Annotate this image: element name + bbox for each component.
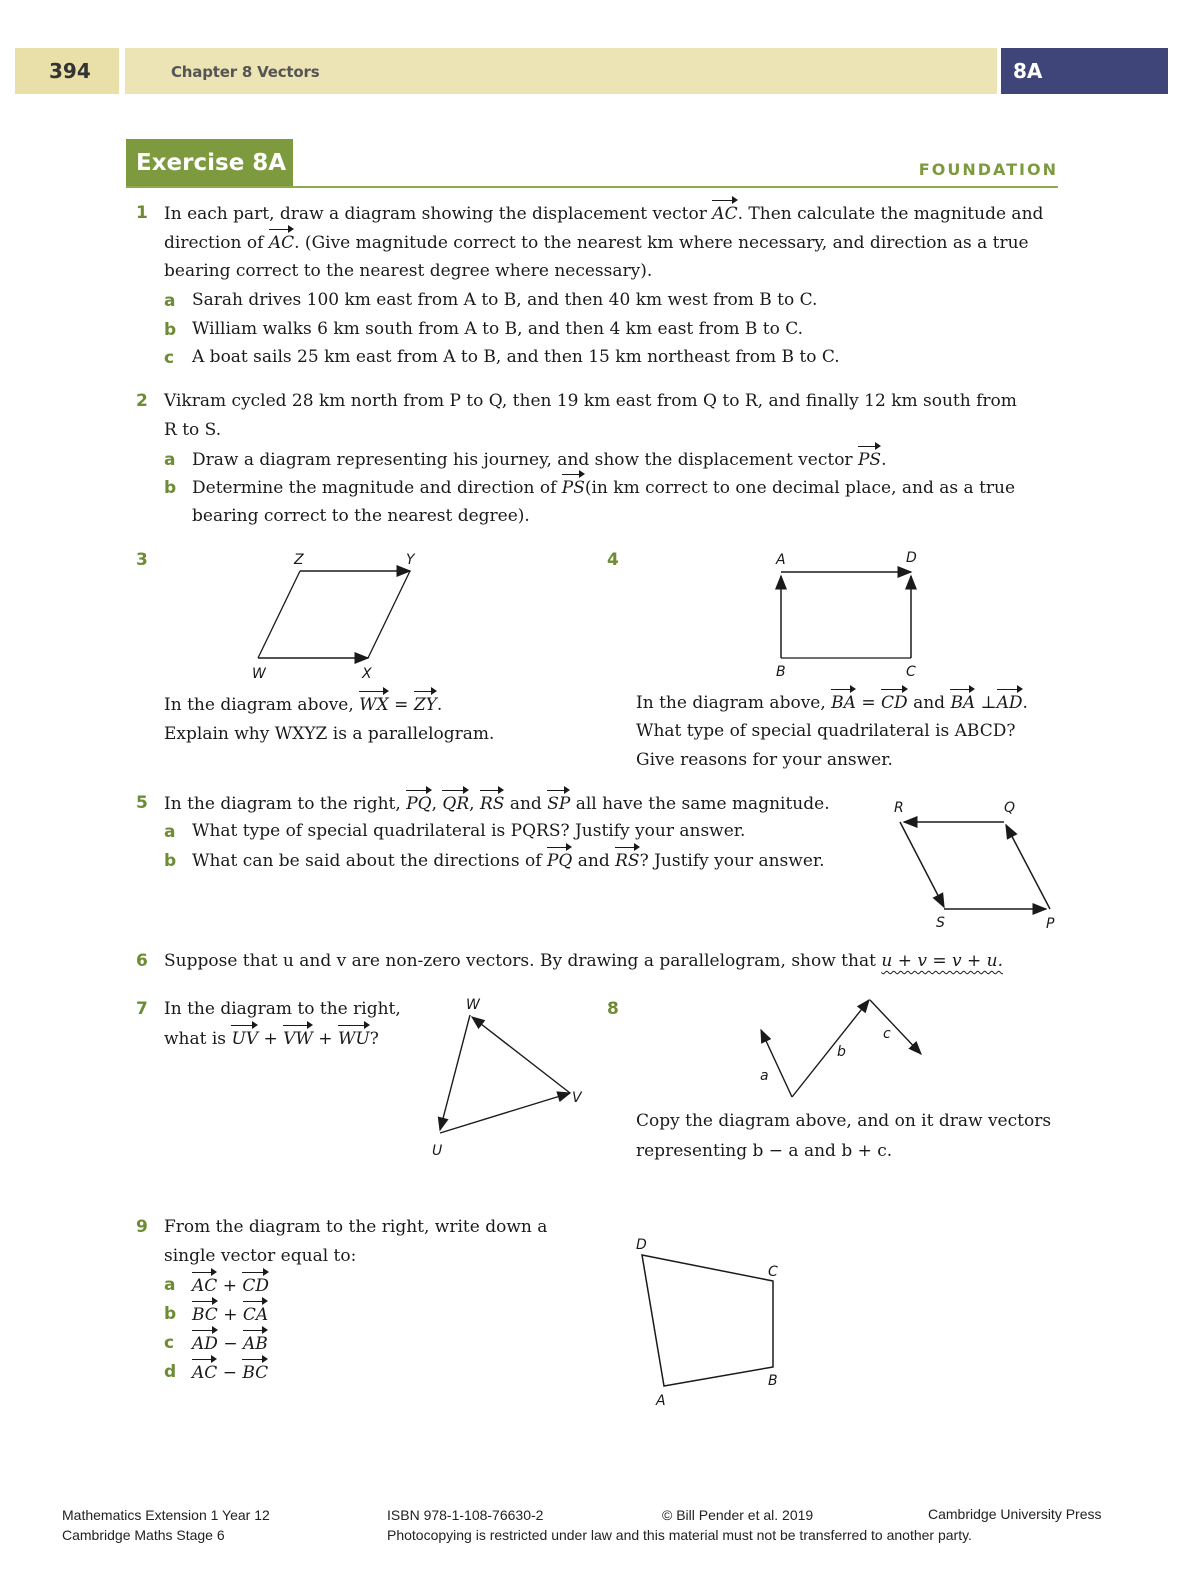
q5a-label: a (164, 822, 176, 842)
q4-line1: In the diagram above, BA = CD and BA ⊥AD. (636, 688, 1028, 718)
q5-line1: In the diagram to the right, PQ, QR, RS and SP all have the same magnitude. (164, 789, 830, 819)
q6-text: Suppose that u and v are non-zero vectors. By drawing a parallelogram, show that u + v = v + u. (164, 951, 1004, 971)
q9-label-a: A (656, 1393, 666, 1409)
q3-label-z: Z (294, 552, 304, 568)
q8-line2: representing b − a and b + c. (636, 1141, 893, 1161)
q2a-label: a (164, 450, 176, 470)
q5b-text: What can be said about the directions of PQ and RS? Justify your answer. (192, 846, 825, 876)
q6-number: 6 (136, 951, 148, 971)
q1-line1: In each part, draw a diagram showing the displacement vector AC. Then calculate the magnitude and (164, 199, 1043, 229)
q2a-text: Draw a diagram representing his journey, and show the displacement vector PS. (192, 445, 886, 475)
q8-label-a: a (760, 1068, 769, 1084)
section-label: 8A (1013, 59, 1043, 83)
footer-book: Mathematics Extension 1 Year 12 (62, 1507, 270, 1523)
q1c-label: c (164, 348, 175, 368)
q9-number: 9 (136, 1217, 148, 1237)
footer-notice: Photocopying is restricted under law and this material must not be transferred to another party. (387, 1527, 972, 1543)
q5-vector-rs (900, 822, 944, 907)
q2-line1: Vikram cycled 28 km north from P to Q, then 19 km east from Q to R, and finally 12 km south from (164, 391, 1017, 411)
q2-number: 2 (136, 391, 148, 411)
q4-label-a: A (776, 552, 786, 568)
q9-quadrilateral (642, 1255, 773, 1386)
footer-isbn: ISBN 978-1-108-76630-2 (387, 1507, 544, 1523)
q2b-label: b (164, 478, 177, 498)
section-tab (1001, 48, 1168, 94)
chapter-title: Chapter 8 Vectors (171, 63, 320, 81)
q9d-label: d (164, 1362, 177, 1382)
q9-quadrilateral-diagram (620, 1230, 800, 1410)
q5-label-p: P (1046, 916, 1055, 932)
q1-line2: direction of AC. (Give magnitude correct to the nearest km where necessary, and direction as a true (164, 228, 1029, 258)
q9d-expr: AC − BC (192, 1358, 268, 1388)
q3-parallelogram-diagram (240, 548, 440, 684)
q1a-text: Sarah drives 100 km east from A to B, and then 40 km west from B to C. (192, 290, 818, 310)
q4-label-d: D (906, 550, 917, 566)
q4-rectangle-diagram (760, 546, 930, 682)
q3-line1: In the diagram above, WX = ZY. (164, 690, 442, 720)
q1c-text: A boat sails 25 km east from A to B, and then 15 km northeast from B to C. (192, 347, 840, 367)
q5-number: 5 (136, 793, 148, 813)
q8-number: 8 (607, 999, 619, 1019)
q5b-label: b (164, 851, 177, 871)
q7-label-w: W (466, 997, 480, 1013)
q9c-expr: AD − AB (192, 1329, 268, 1359)
q4-label-c: C (906, 664, 916, 680)
q4-line3: Give reasons for your answer. (636, 750, 893, 770)
q5-label-q: Q (1004, 800, 1016, 816)
q9-label-b: B (768, 1373, 778, 1389)
q3-label-y: Y (406, 552, 415, 568)
q9c-label: c (164, 1333, 175, 1353)
q8-vector-a (761, 1030, 792, 1097)
q5-vector-pq (1006, 825, 1050, 909)
q9b-expr: BC + CA (192, 1300, 268, 1330)
q4-line2: What type of special quadrilateral is ABCD? (636, 721, 1016, 741)
q3-side-wz (258, 571, 300, 658)
q9a-expr: AC + CD (192, 1271, 269, 1301)
q9-line1: From the diagram to the right, write down a (164, 1217, 548, 1237)
exercise-title: Exercise 8A (136, 150, 287, 176)
page-number-tab (15, 48, 119, 94)
footer-copyright: © Bill Pender et al. 2019 (662, 1507, 814, 1523)
page-number: 394 (49, 59, 91, 83)
q8-vector-c (870, 1000, 921, 1054)
q3-label-x: X (362, 666, 372, 682)
q7-line1: In the diagram to the right, (164, 999, 401, 1019)
q5a-text: What type of special quadrilateral is PQRS? Justify your answer. (192, 821, 746, 841)
q8-label-b: b (837, 1044, 846, 1060)
q3-number: 3 (136, 550, 148, 570)
q5-label-r: R (894, 800, 904, 816)
q7-vector-uv (440, 1093, 570, 1133)
exercise-divider (126, 186, 1058, 188)
q8-line1: Copy the diagram above, and on it draw vectors (636, 1111, 1052, 1131)
q8-vector-b (792, 1000, 869, 1097)
q3-side-yx (368, 571, 410, 658)
q7-label-v: V (572, 1090, 582, 1106)
q9a-label: a (164, 1275, 176, 1295)
q7-vector-wu (440, 1015, 470, 1130)
q8-vectors-diagram (740, 990, 940, 1100)
chapter-tab (125, 48, 997, 94)
q1-line3: bearing correct to the nearest degree where necessary). (164, 261, 653, 281)
q7-triangle-diagram (420, 990, 600, 1160)
footer-publisher: Cambridge University Press (928, 1506, 1102, 1522)
q4-label-b: B (776, 664, 786, 680)
q7-label-u: U (432, 1143, 443, 1159)
q2b-text-cont: bearing correct to the nearest degree). (192, 506, 530, 526)
q1-number: 1 (136, 203, 148, 223)
q9-label-c: C (768, 1264, 778, 1280)
exercise-title-box (126, 139, 293, 187)
q1b-label: b (164, 320, 177, 340)
q9-line2: single vector equal to: (164, 1246, 357, 1266)
q5-rhombus-diagram (884, 794, 1074, 934)
exercise-level: FOUNDATION (918, 160, 1058, 179)
q9b-label: b (164, 1304, 177, 1324)
q3-line2: Explain why WXYZ is a parallelogram. (164, 724, 495, 744)
q8-label-c: c (883, 1026, 891, 1042)
q7-line2: what is UV + VW + WU? (164, 1024, 379, 1054)
q2-line2: R to S. (164, 420, 222, 440)
q1b-text: William walks 6 km south from A to B, and then 4 km east from B to C. (192, 319, 804, 339)
footer-series: Cambridge Maths Stage 6 (62, 1527, 225, 1543)
q2b-text: Determine the magnitude and direction of PS(in km correct to one decimal place, and as a true (192, 473, 1015, 503)
q7-number: 7 (136, 999, 148, 1019)
q7-vector-vw (472, 1017, 570, 1093)
q4-number: 4 (607, 550, 619, 570)
q3-label-w: W (252, 666, 266, 682)
q9-label-d: D (636, 1237, 647, 1253)
q5-label-s: S (936, 915, 945, 931)
q1a-label: a (164, 291, 176, 311)
